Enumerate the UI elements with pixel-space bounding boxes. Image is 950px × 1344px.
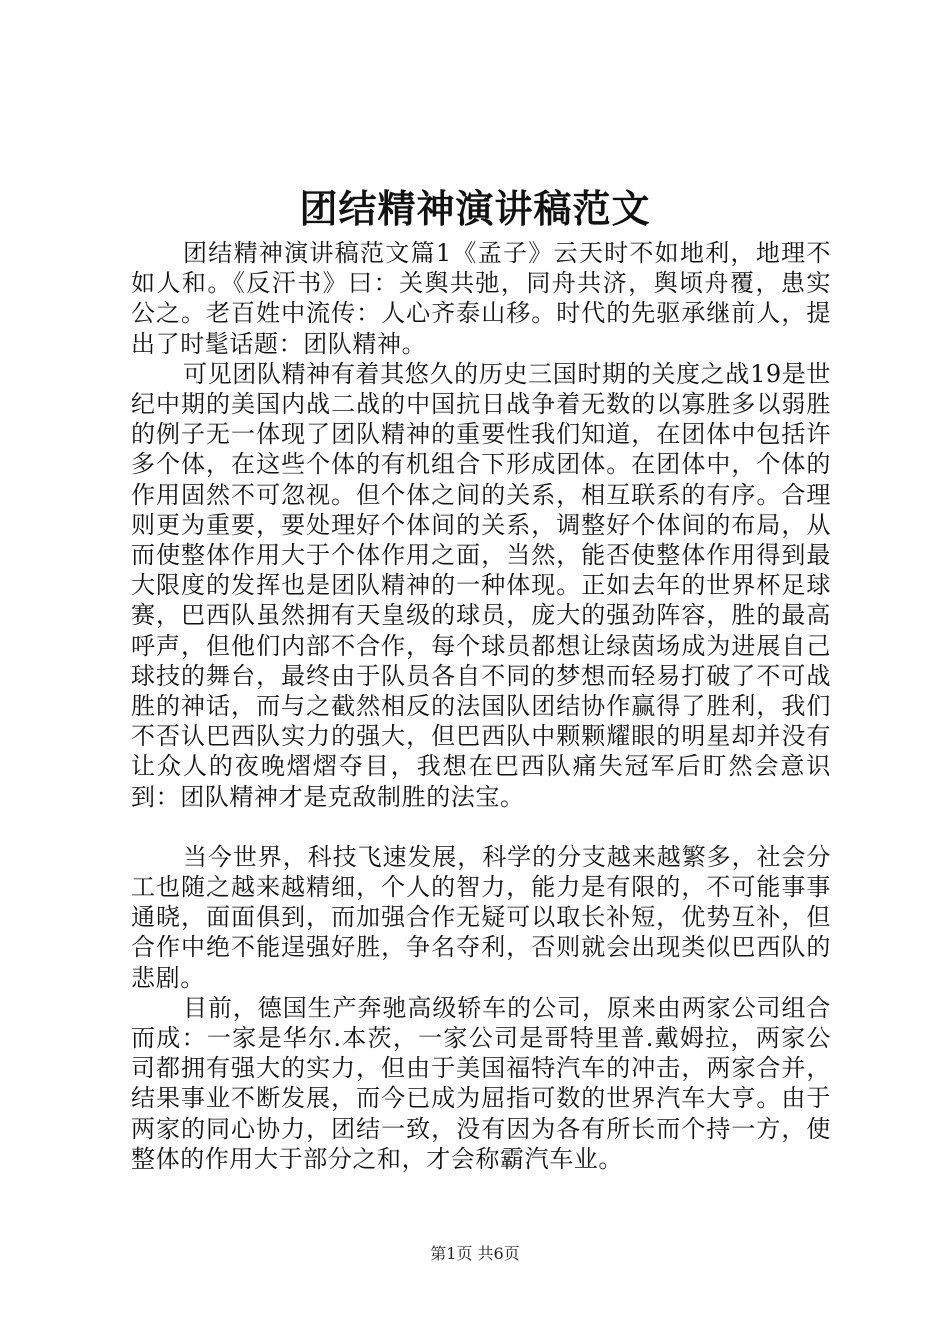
paragraph-modern-world: 当今世界，科技飞速发展，科学的分支越来越繁多，社会分工也随之越来越精细，个人的智力，能力是有限的，不可能事事通晓，面面俱到，而加强合作无疑可以取长补短，优势互补，但合作中绝不能逞强好胜，争名夺利，否则就会出现类似巴西队的悲剧。: [131, 842, 831, 992]
document-title: 团结精神演讲稿范文: [299, 186, 651, 231]
paragraph-history: 可见团队精神有着其悠久的历史三国时期的关度之战19是世纪中期的美国内战二战的中国抗日战争着无数的以寡胜多以弱胜的例子无一体现了团队精神的重要性我们知道，在团体中包括许多个体，在这些个体的有机组合下形成团体。在团体中，个体的作用固然不可忽视。但个体之间的关系，相互联系的有序。合理则更为重要，要处理好个体间的关系，调整好个体间的布局，从而使整体作用大于个体作用之面，当然，能否使整体作用得到最大限度的发挥也是团队精神的一种体现。正如去年的世界杯足球赛，巴西队虽然拥有天皇级的球员，庞大的强劲阵容，胜的最高呼声，但他们内部不合作，每个球员都想让绿茵场成为进展自己球技的舞台，最终由于队员各自不同的梦想而轻易打破了不可战胜的神话，而与之截然相反的法国队团结协作赢得了胜利，我们不否认巴西队实力的强大，但巴西队中颗颗耀眼的明星却并没有让众人的夜晚熠熠夺目，我想在巴西队痛失冠军后盯然会意识到：团队精神才是克敌制胜的法宝。: [131, 359, 831, 811]
page-number-footer: 第1页 共6页: [430, 1244, 520, 1263]
document-body: [131, 238, 831, 1174]
paragraph-benz-example: 目前，德国生产奔驰高级轿车的公司，原来由两家公司组合而成：一家是华尔.本茨，一家公司是哥特里普.戴姆拉，两家公司都拥有强大的实力，但由于美国福特汽车的冲击，两家合并，结果事业不断发展，而今已成为屈指可数的世界汽车大亨。由于两家的同心协力，团结一致，没有因为各有所长而个持一方，使整体的作用大于部分之和，才会称霸汽车业。: [131, 993, 831, 1173]
paragraph-intro: 团结精神演讲稿范文篇1《孟子》云天时不如地利，地理不如人和。《反汗书》曰：关舆共弛，同舟共济，舆顷舟覆，患实公之。老百姓中流传：人心齐泰山移。时代的先驱承继前人，提出了时髦话题：团队精神。: [131, 239, 831, 358]
